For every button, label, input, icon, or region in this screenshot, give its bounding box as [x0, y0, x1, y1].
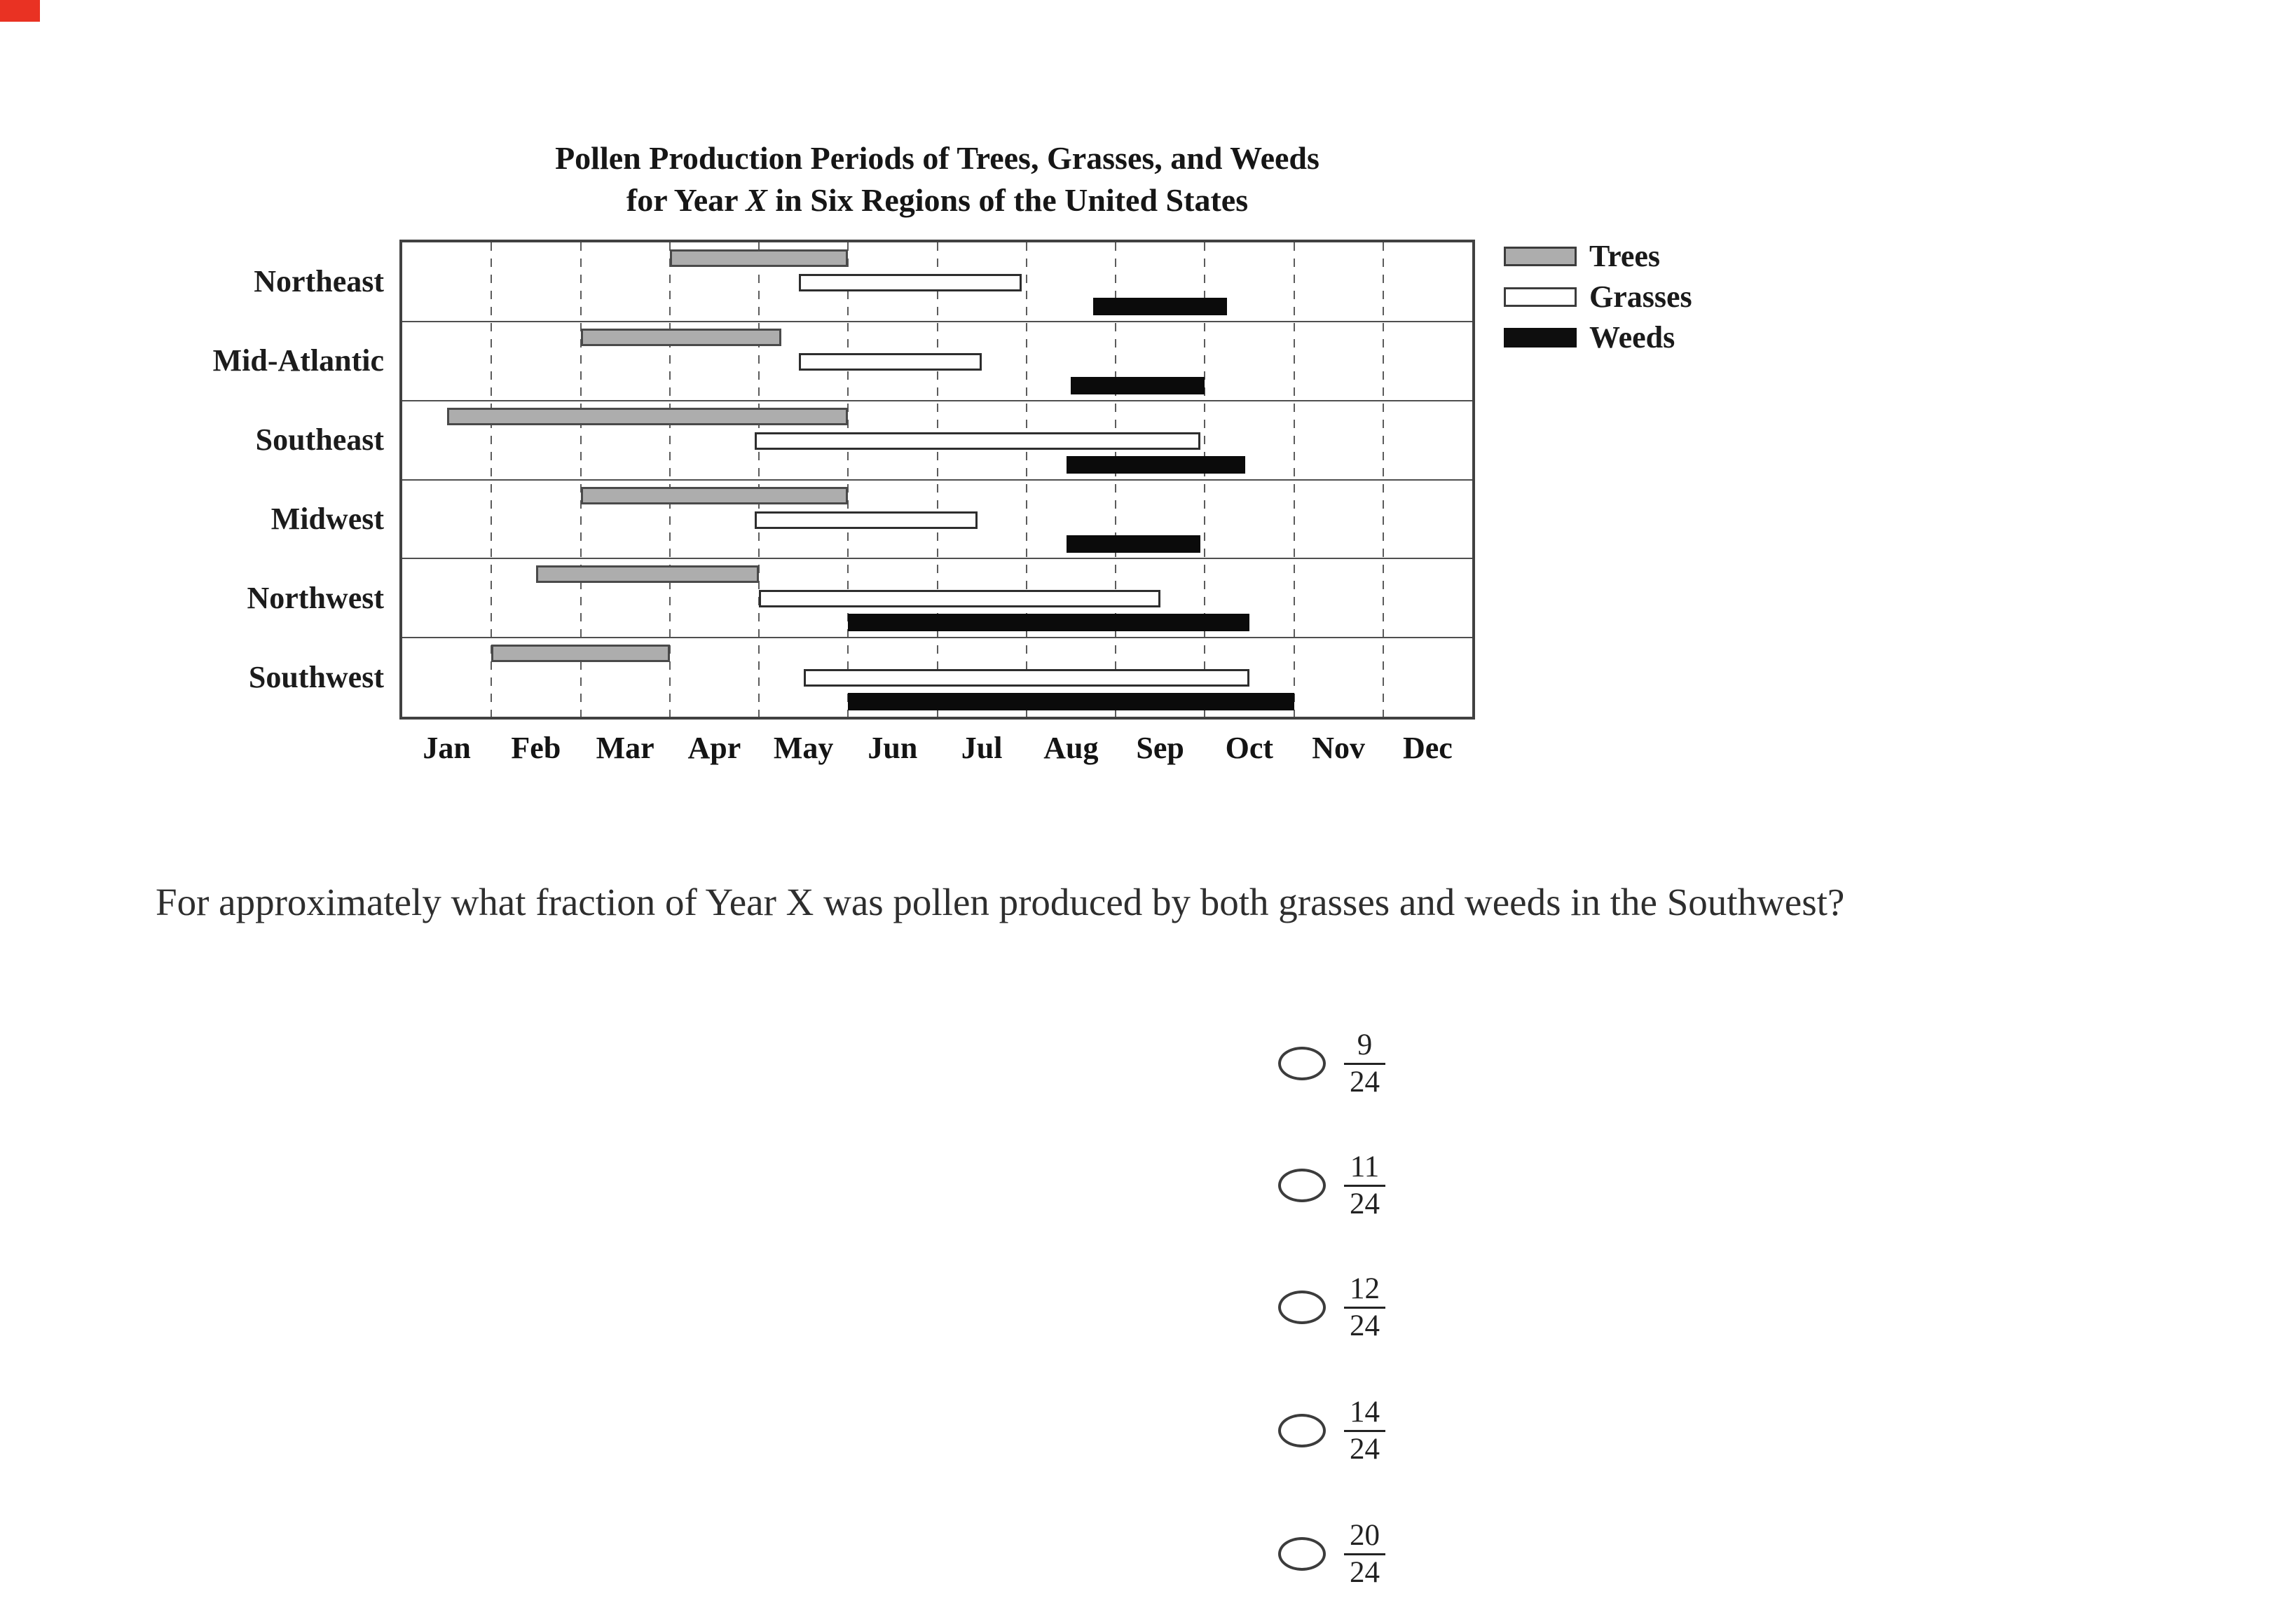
region-label-northwest: Northwest [247, 580, 384, 615]
option-fraction-2 [1344, 1151, 1385, 1220]
month-label-dec: Dec [1402, 731, 1453, 765]
chart-title [399, 137, 1475, 221]
region-label-southwest: Southwest [248, 659, 384, 694]
legend-entry-trees [1504, 239, 1692, 273]
radio-button-option-5[interactable] [1278, 1537, 1326, 1571]
bar-northwest-grasses [759, 590, 1160, 607]
radio-button-option-3[interactable] [1278, 1291, 1326, 1324]
bar-northeast-weeds [1093, 298, 1227, 315]
region-label-mid-atlantic: Mid-Atlantic [212, 343, 384, 378]
legend-swatch-weeds [1504, 328, 1577, 347]
bar-northwest-weeds [848, 614, 1249, 631]
fraction-denominator: 24 [1350, 1065, 1380, 1099]
month-label-apr: Apr [687, 731, 741, 765]
region-label-midwest: Midwest [270, 501, 384, 536]
legend-label-weeds: Weeds [1589, 320, 1675, 355]
radio-button-option-4[interactable] [1278, 1414, 1326, 1447]
question-text: For approximately what fraction of Year X was pollen produced by both grasses and weeds in the Southwest? [156, 881, 1845, 923]
month-label-jun: Jun [868, 731, 918, 765]
month-label-oct: Oct [1225, 731, 1274, 765]
bar-northeast-grasses [799, 274, 1022, 291]
fraction-denominator: 24 [1350, 1432, 1380, 1466]
legend-label-trees: Trees [1589, 239, 1660, 273]
month-label-feb: Feb [511, 731, 561, 765]
answer-option-4 [1278, 1394, 1385, 1467]
fraction-numerator: 9 [1344, 1029, 1385, 1065]
bar-southwest-weeds [848, 693, 1294, 710]
bar-midwest-grasses [755, 511, 978, 529]
bar-midwest-weeds [1067, 535, 1200, 553]
region-separator-line [402, 400, 1472, 401]
chart-legend [1504, 239, 1692, 367]
region-separator-line [402, 558, 1472, 559]
bar-southeast-trees [447, 408, 849, 425]
chart-title-line2: for Year X in Six Regions of the United States [626, 181, 1249, 218]
bar-northwest-trees [536, 565, 759, 583]
answer-option-5 [1278, 1518, 1385, 1590]
radio-button-option-1[interactable] [1278, 1047, 1326, 1080]
fraction-denominator: 24 [1350, 1555, 1380, 1589]
bar-mid-atlantic-weeds [1071, 377, 1205, 394]
chart-plot-area [399, 240, 1475, 720]
fraction-numerator: 20 [1344, 1520, 1385, 1555]
answer-option-3 [1278, 1271, 1385, 1344]
region-label-southeast: Southeast [255, 422, 384, 457]
month-label-jul: Jul [961, 731, 1003, 765]
red-corner-marker [0, 0, 40, 22]
bar-southwest-trees [491, 645, 670, 662]
legend-entry-grasses [1504, 280, 1692, 314]
region-separator-line [402, 479, 1472, 481]
fraction-numerator: 12 [1344, 1273, 1385, 1309]
answer-option-1 [1278, 1027, 1385, 1100]
region-label-northeast: Northeast [254, 264, 384, 299]
region-separator-line [402, 637, 1472, 638]
bar-northeast-trees [670, 249, 849, 267]
option-fraction-5 [1344, 1520, 1385, 1589]
legend-label-grasses: Grasses [1589, 280, 1692, 314]
month-label-sep: Sep [1136, 731, 1184, 765]
bar-southeast-weeds [1067, 456, 1245, 474]
legend-swatch-trees [1504, 247, 1577, 266]
bar-mid-atlantic-trees [581, 329, 781, 346]
chart-title-line1: Pollen Production Periods of Trees, Grasses, and Weeds [555, 140, 1319, 176]
month-label-mar: Mar [596, 731, 654, 765]
fraction-denominator: 24 [1350, 1309, 1380, 1342]
bar-mid-atlantic-grasses [799, 353, 982, 371]
option-fraction-1 [1344, 1029, 1385, 1099]
fraction-denominator: 24 [1350, 1187, 1380, 1220]
fraction-numerator: 14 [1344, 1396, 1385, 1432]
bar-southwest-grasses [804, 669, 1249, 687]
region-separator-line [402, 321, 1472, 322]
month-label-aug: Aug [1043, 731, 1099, 765]
bar-southeast-grasses [755, 432, 1200, 450]
month-label-nov: Nov [1312, 731, 1366, 765]
month-label-may: May [773, 731, 834, 765]
bar-midwest-trees [581, 487, 849, 504]
option-fraction-3 [1344, 1273, 1385, 1342]
radio-button-option-2[interactable] [1278, 1169, 1326, 1202]
option-fraction-4 [1344, 1396, 1385, 1466]
month-label-jan: Jan [423, 731, 471, 765]
answer-option-2 [1278, 1149, 1385, 1222]
legend-swatch-grasses [1504, 287, 1577, 307]
legend-entry-weeds [1504, 320, 1692, 355]
fraction-numerator: 11 [1344, 1151, 1385, 1187]
